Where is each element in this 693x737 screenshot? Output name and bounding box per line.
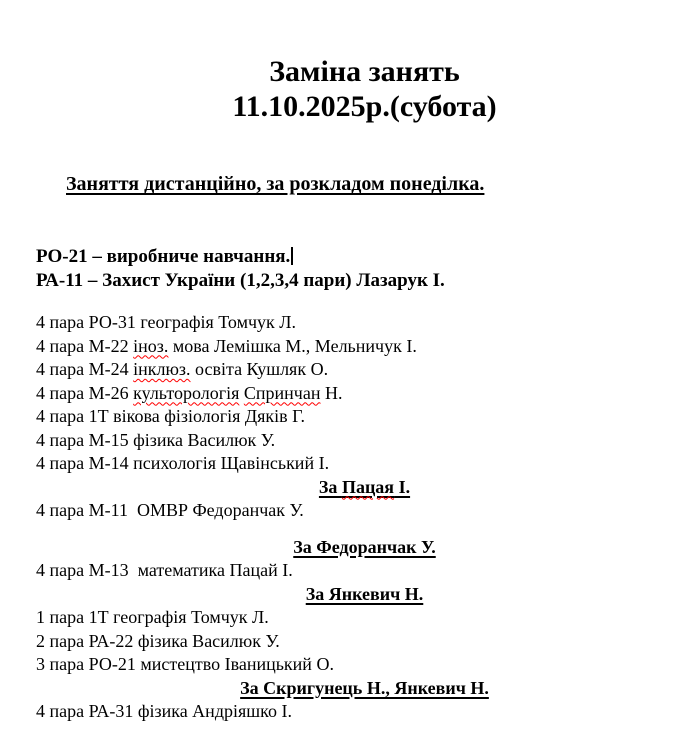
- line-text: 4 пара М-26: [36, 382, 134, 403]
- schedule-line: [36, 630, 693, 654]
- line-text: 4 пара 1Т вікова фізіологія Дяків Г.: [36, 406, 306, 426]
- line-text: 3 пара РО-21 мистецтво Іваницький О.: [36, 654, 334, 674]
- schedule-line: [36, 606, 693, 630]
- note-line: [36, 269, 693, 293]
- line-text: 4 пара РА-31 фізика Андріяшко І.: [36, 701, 292, 721]
- line-text: мова Лемішка М., Мельничук І.: [168, 335, 417, 356]
- subtitle: [36, 145, 693, 223]
- page-title: [36, 0, 693, 124]
- schedule-line: [36, 335, 693, 359]
- schedule-line: [36, 311, 693, 335]
- line-text: 1 пара 1Т географія Томчук Л.: [36, 607, 269, 627]
- schedule-line: [36, 653, 693, 677]
- header-text: За Федоранчак У.: [293, 536, 436, 557]
- schedule-line: [36, 382, 693, 406]
- schedule-line: [36, 358, 693, 382]
- substitution-header: [36, 583, 693, 607]
- note-line: [36, 245, 693, 269]
- subtitle-text: Заняття дистанційно, за розкладом понеділка.: [66, 173, 485, 195]
- line-text: 4 пара М-11 ОМВР Федоранчак У.: [36, 500, 304, 520]
- misspelled-word: Пацая: [341, 476, 395, 497]
- schedule-line: [36, 429, 693, 453]
- line-text: 2 пара РА-22 фізика Василюк У.: [36, 630, 280, 651]
- note-text: РО-21 – виробниче навчання.: [36, 246, 291, 267]
- schedule-line: [36, 405, 693, 429]
- misspelled-word: культорологія: [133, 382, 240, 403]
- title-line-2: 11.10.2025р.(субота): [232, 90, 497, 123]
- schedule-line: [36, 559, 693, 583]
- header-text-part: І.: [394, 476, 411, 497]
- line-text: освіта Кушляк О.: [190, 359, 329, 379]
- header-text-part: За: [318, 476, 342, 497]
- header-text: За Скригунець Н., Янкевич Н.: [240, 677, 489, 698]
- misspelled-word: іноз.: [133, 335, 169, 356]
- substitution-header: [36, 476, 693, 500]
- line-text: 4 пара М-22: [36, 335, 134, 356]
- schedule-line: [36, 700, 693, 724]
- substitution-header: [36, 677, 693, 701]
- substitution-header: [36, 536, 693, 560]
- line-text: Н.: [320, 382, 343, 403]
- header-text: [319, 477, 410, 497]
- line-text: 4 пара РО-31 географія Томчук Л.: [36, 312, 296, 332]
- note-text: РА-11 – Захист України (1,2,3,4 пари) Лазарук І.: [36, 270, 445, 291]
- line-text: 4 пара М-14 психологія Щавінський І.: [36, 453, 330, 473]
- title-line-1: Заміна занять: [269, 55, 460, 88]
- misspelled-word: інклюз.: [133, 359, 191, 379]
- line-text: 4 пара М-13 математика Пацай І.: [36, 560, 293, 580]
- header-text: За Янкевич Н.: [305, 583, 424, 604]
- misspelled-word: Спринчан: [243, 382, 321, 403]
- schedule-line: [36, 452, 693, 476]
- schedule-body: [36, 311, 693, 724]
- line-text: 4 пара М-24: [36, 359, 134, 379]
- text-cursor: [291, 247, 293, 265]
- schedule-line: [36, 499, 693, 523]
- line-text: 4 пара М-15 фізика Василюк У.: [36, 429, 276, 450]
- notes-block: [36, 245, 693, 293]
